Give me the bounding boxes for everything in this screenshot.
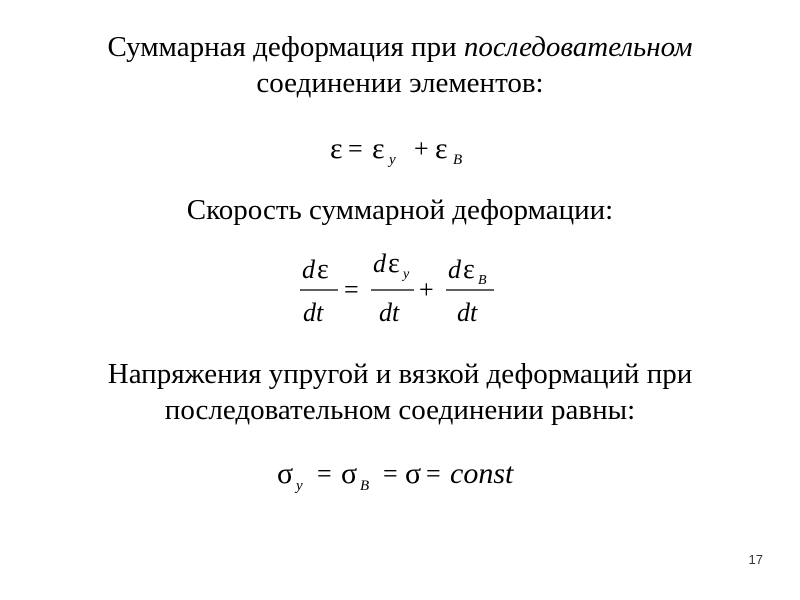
formula-equals: = xyxy=(426,459,441,488)
formula-epsilon: ε xyxy=(463,254,475,285)
formula-sigma-y: σ xyxy=(277,457,294,490)
formula-sigma: σ xyxy=(405,457,422,490)
formula-subscript-b: В xyxy=(360,478,370,494)
formula-epsilon-b: ε xyxy=(435,132,448,165)
formula-epsilon: ε xyxy=(317,254,329,285)
heading-line-1: Напряжения упругой и вязкой деформаций при xyxy=(107,358,693,390)
formula-subscript-b: В xyxy=(453,152,463,168)
formula-dt: dt xyxy=(379,298,400,327)
formula-dt: dt xyxy=(457,298,478,327)
heading-strain-rate: Скорость суммарной деформации: xyxy=(186,194,614,226)
formula-const: const xyxy=(450,457,514,490)
formula-epsilon: ε xyxy=(388,250,400,279)
formula-stress-equal xyxy=(0,453,800,503)
heading-prefix: Суммарная деформация при xyxy=(107,31,464,63)
formula-dt: dt xyxy=(303,298,324,327)
heading-line-1 xyxy=(0,29,800,65)
formula-subscript-y: у xyxy=(296,478,303,494)
formula-plus: + xyxy=(414,134,429,163)
formula-total-strain xyxy=(0,126,800,176)
formula-equals: = xyxy=(348,134,363,163)
page-number: 17 xyxy=(748,552,763,567)
formula-equals: = xyxy=(344,275,359,304)
formula-strain-rate xyxy=(0,250,800,330)
formula-plus: + xyxy=(419,275,434,304)
heading-stress-equality xyxy=(0,356,800,428)
heading-line-2: соединении элементов: xyxy=(256,67,544,99)
formula-subscript-y: у xyxy=(389,152,396,168)
formula-equals: = xyxy=(383,459,398,488)
formula-subscript-y: у xyxy=(403,267,410,282)
formula-subscript-b: В xyxy=(478,273,487,288)
formula-sigma-b: σ xyxy=(341,457,358,490)
formula-d: d xyxy=(448,255,461,284)
formula-equals: = xyxy=(317,459,332,488)
formula-epsilon-y: ε xyxy=(372,132,385,165)
heading-serial-deformation xyxy=(0,29,800,101)
formula-epsilon-lhs: ε xyxy=(330,132,343,165)
heading-line-2: последовательном соединении равны: xyxy=(164,394,636,426)
formula-d: d xyxy=(302,255,315,284)
formula-d: d xyxy=(373,250,386,278)
heading-emphasis: последовательном xyxy=(463,31,693,63)
